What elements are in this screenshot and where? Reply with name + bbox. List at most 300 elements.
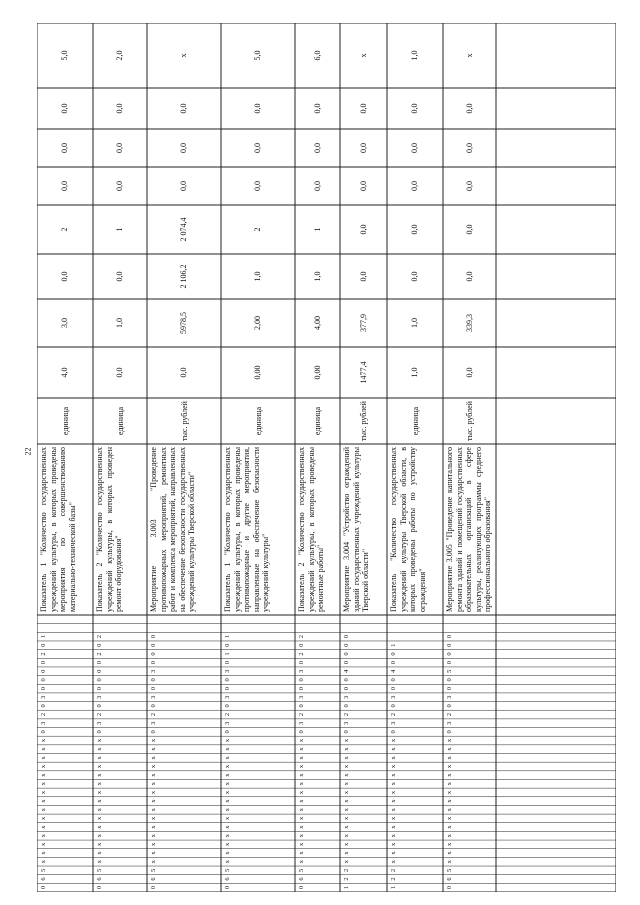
value-cell: 1,0 <box>115 318 125 328</box>
code-digit: 3 <box>150 695 158 699</box>
code-digit: 0 <box>390 652 398 656</box>
code-digit: 0 <box>224 660 232 665</box>
value-cell: 0,0 <box>179 143 189 153</box>
code-digit: 2 <box>446 712 454 717</box>
value-cell: 2 <box>253 227 263 232</box>
code-digit: x <box>40 756 48 760</box>
code-digit: 0 <box>224 730 232 734</box>
code-digit: x <box>390 834 398 838</box>
code-digit: x <box>446 764 454 769</box>
value-cell: 1,0 <box>410 367 420 378</box>
code-digit <box>295 615 309 624</box>
code-digit: 0 <box>96 678 104 682</box>
unit-cell: единица <box>253 406 263 436</box>
code-digit: 0 <box>224 886 232 890</box>
code-digit: 2 <box>150 712 158 717</box>
code-digit: x <box>96 816 104 821</box>
code-digit: 0 <box>150 660 158 665</box>
code-digit: x <box>390 799 398 803</box>
code-digit: x <box>150 860 158 864</box>
code-digit: 1 <box>390 886 398 890</box>
value-cell: 5,0 <box>253 50 263 61</box>
code-digit: 0 <box>40 730 48 734</box>
value-cell: 2,0 <box>115 50 125 61</box>
code-digit: 0 <box>343 678 351 682</box>
code-digit: 5 <box>96 868 104 872</box>
code-digit: x <box>96 842 104 847</box>
code-digit: 0 <box>40 643 48 647</box>
code-digit <box>443 615 457 624</box>
code-digit: x <box>343 782 351 786</box>
value-cell: 0,0 <box>253 181 263 191</box>
code-digit: x <box>150 747 158 751</box>
code-digit: x <box>343 816 351 821</box>
value-cell: 0,00 <box>312 365 322 380</box>
value-cell: 0,0 <box>115 181 125 191</box>
code-digit: x <box>150 756 158 760</box>
code-digit: x <box>390 842 398 847</box>
code-digit: 1 <box>390 643 398 647</box>
code-digit: x <box>150 825 158 829</box>
value-cell: 0,0 <box>410 224 420 235</box>
value-cell: 0,0 <box>115 103 125 114</box>
code-digit: 0 <box>446 730 454 734</box>
value-cell: 0,0 <box>312 181 322 191</box>
code-digit: 0 <box>40 669 48 673</box>
code-digit: x <box>343 747 351 751</box>
code-digit: x <box>446 825 454 829</box>
code-digit: 1 <box>343 886 351 890</box>
code-digit <box>443 624 457 633</box>
code-digit: x <box>224 851 232 855</box>
code-digit: x <box>150 773 158 777</box>
code-digit <box>221 615 235 624</box>
code-digit: 6 <box>150 877 158 881</box>
code-digit: x <box>224 842 232 847</box>
row-description: Мероприятие 3.005 "Проведение капитального ремонта зданий и помещений государственных образовательных организаций в сфере культуры, реализующих программы среднего профессионального образования" <box>445 447 492 612</box>
code-digit: x <box>298 782 306 786</box>
value-cell: 0,0 <box>60 143 70 153</box>
code-digit: x <box>224 825 232 829</box>
code-digit: x <box>446 773 454 777</box>
code-digit: 3 <box>224 669 232 673</box>
code-digit: 0 <box>343 643 351 647</box>
value-cell: 0,0 <box>115 143 125 153</box>
code-digit: 2 <box>390 868 398 872</box>
code-digit: x <box>446 808 454 812</box>
code-digit: x <box>150 851 158 855</box>
code-digit: x <box>343 842 351 847</box>
row-description: Показатель 2 "Количество государственных учреждений культуры, в которых проведен ремонт оборудования" <box>95 447 123 612</box>
code-digit: x <box>150 799 158 803</box>
code-digit: x <box>446 738 454 743</box>
code-digit: 3 <box>224 721 232 725</box>
value-cell: 3,0 <box>60 318 70 328</box>
code-digit: 0 <box>298 886 306 890</box>
code-digit: x <box>390 764 398 769</box>
value-cell: 0,0 <box>410 181 420 191</box>
code-digit: x <box>446 851 454 855</box>
unit-cell: тыс. рублей <box>465 401 474 441</box>
code-digit <box>93 615 107 624</box>
code-digit: 3 <box>96 695 104 699</box>
code-digit: x <box>298 773 306 777</box>
value-cell: 0,0 <box>358 143 368 153</box>
code-digit: x <box>390 782 398 786</box>
unit-cell: единица <box>115 406 125 436</box>
code-digit: 0 <box>446 660 454 665</box>
code-digit: 3 <box>150 669 158 673</box>
code-digit: x <box>298 799 306 803</box>
code-digit: 0 <box>96 643 104 647</box>
table-rows <box>37 23 616 892</box>
code-digit: 3 <box>446 721 454 725</box>
code-digit: x <box>150 816 158 821</box>
code-digit: 0 <box>343 686 351 691</box>
code-digit: 0 <box>343 730 351 734</box>
code-digit: x <box>343 834 351 838</box>
code-digit: 2 <box>343 877 351 881</box>
code-digit: 0 <box>40 704 48 708</box>
code-digit: x <box>390 816 398 821</box>
code-digit: x <box>40 773 48 777</box>
code-digit: 0 <box>446 678 454 682</box>
code-digit <box>387 624 401 633</box>
code-digit: 2 <box>298 712 306 717</box>
value-cell: 0,0 <box>464 103 474 114</box>
code-digit: 0 <box>96 704 104 708</box>
code-digit: 3 <box>343 695 351 699</box>
value-cell: 4,0 <box>60 367 70 378</box>
code-digit: x <box>298 756 306 760</box>
code-digit: x <box>150 764 158 769</box>
row-description: Мероприятие 3.003 "Проведение противопожарных мероприятий, ремонтных работ и комплекса мероприятий, направленных на обеспечение безопасности государственных учреждений культуры Тверской области" <box>149 447 196 612</box>
code-digit: x <box>298 851 306 855</box>
code-digit: x <box>343 764 351 769</box>
code-digit: 2 <box>390 877 398 881</box>
code-digit: 3 <box>40 721 48 725</box>
value-cell: 1,0 <box>312 271 322 282</box>
code-digit: x <box>96 808 104 812</box>
value-cell: 0,0 <box>358 224 368 235</box>
code-digit: x <box>390 860 398 864</box>
code-digit <box>387 615 401 624</box>
code-digit: 2 <box>96 652 104 656</box>
code-digit: 4 <box>343 669 351 673</box>
code-digit: x <box>40 825 48 829</box>
code-digit: x <box>390 808 398 812</box>
code-digit: 0 <box>390 660 398 665</box>
code-digit: x <box>446 799 454 803</box>
unit-cell: единица <box>410 406 420 436</box>
value-cell: 4,00 <box>312 316 322 330</box>
code-digit: 3 <box>298 669 306 673</box>
code-digit: 0 <box>446 635 454 639</box>
code-digit: x <box>390 851 398 855</box>
code-digit: x <box>343 808 351 812</box>
code-digit: x <box>224 747 232 751</box>
code-digit: x <box>446 782 454 786</box>
code-digit: 4 <box>390 669 398 673</box>
code-digit: x <box>40 860 48 864</box>
code-digit: x <box>390 773 398 777</box>
code-digit: 0 <box>40 678 48 682</box>
value-cell: 377,9 <box>358 314 368 332</box>
code-digit: x <box>96 851 104 855</box>
code-digit: x <box>343 756 351 760</box>
value-cell: 5,0 <box>60 50 70 61</box>
code-digit: x <box>40 842 48 847</box>
code-digit: 0 <box>446 886 454 890</box>
code-digit: 3 <box>224 695 232 699</box>
code-digit: x <box>150 808 158 812</box>
code-digit: 2 <box>96 635 104 639</box>
code-digit: x <box>224 764 232 769</box>
code-digit: x <box>224 799 232 803</box>
code-digit: x <box>343 799 351 803</box>
code-digit: x <box>298 834 306 838</box>
code-digit: 2 <box>298 652 306 656</box>
code-digit: 0 <box>343 660 351 665</box>
code-digit: 5 <box>224 868 232 872</box>
value-cell: 0,0 <box>358 271 368 282</box>
code-digit: x <box>96 782 104 786</box>
code-digit: 0 <box>224 686 232 691</box>
code-digit: 3 <box>390 695 398 699</box>
code-digit <box>387 632 401 641</box>
value-cell: 0,0 <box>179 367 189 378</box>
code-digit: 0 <box>150 652 158 656</box>
value-cell: 1,0 <box>410 318 420 328</box>
code-digit: 0 <box>224 704 232 708</box>
code-digit: 6 <box>40 877 48 881</box>
code-digit: x <box>298 842 306 847</box>
code-digit: 0 <box>96 686 104 691</box>
code-digit: x <box>224 790 232 795</box>
code-digit: 0 <box>224 643 232 647</box>
code-digit: 0 <box>150 643 158 647</box>
code-digit: 5 <box>40 868 48 872</box>
code-digit: x <box>40 834 48 838</box>
code-digit <box>93 624 107 633</box>
code-digit: x <box>343 851 351 855</box>
value-cell: 0,00 <box>253 365 263 380</box>
code-digit: 0 <box>390 678 398 682</box>
code-digit: 2 <box>390 712 398 717</box>
code-digit: x <box>298 816 306 821</box>
code-digit: 0 <box>150 886 158 890</box>
code-digit: x <box>96 738 104 743</box>
code-digit: x <box>40 799 48 803</box>
code-digit: x <box>96 860 104 864</box>
code-digit: 0 <box>150 635 158 639</box>
code-digit: 2 <box>298 635 306 639</box>
code-digit <box>147 624 161 633</box>
value-cell: 0,0 <box>312 143 322 153</box>
code-digit: x <box>150 842 158 847</box>
code-digit: 0 <box>96 669 104 673</box>
code-digit: 0 <box>343 635 351 639</box>
code-digit: x <box>224 808 232 812</box>
value-cell: 2,00 <box>253 316 263 330</box>
code-digit: 3 <box>390 721 398 725</box>
unit-cell: единица <box>60 406 70 436</box>
code-digit: 3 <box>446 695 454 699</box>
code-digit: x <box>390 747 398 751</box>
code-digit: x <box>343 860 351 864</box>
code-digit: 0 <box>343 652 351 656</box>
code-digit: x <box>446 860 454 864</box>
value-cell: x <box>464 53 474 58</box>
value-cell: 1477,4 <box>358 361 368 384</box>
code-digit: x <box>446 816 454 821</box>
code-digit: x <box>224 834 232 838</box>
code-digit: x <box>40 790 48 795</box>
code-digit: 0 <box>40 886 48 890</box>
code-digit <box>340 615 354 624</box>
value-cell: 0,0 <box>358 103 368 114</box>
code-digit: 0 <box>298 660 306 665</box>
code-digit: 1 <box>224 635 232 639</box>
code-digit: 0 <box>298 643 306 647</box>
code-digit: x <box>96 773 104 777</box>
code-digit: x <box>298 764 306 769</box>
code-digit: x <box>298 808 306 812</box>
code-digit: x <box>40 808 48 812</box>
value-cell: 1 <box>115 227 125 232</box>
code-digit: x <box>150 834 158 838</box>
code-digit: x <box>150 738 158 743</box>
code-digit: 5 <box>446 669 454 673</box>
value-cell: 2 074,4 <box>179 217 189 242</box>
value-cell: x <box>358 53 368 58</box>
code-digit: 0 <box>298 730 306 734</box>
row-description: Показатель 1 "Количество государственных учреждений культуры, в которых проведены мероприятия по совершенствованию материально-технической базы" <box>39 447 77 612</box>
code-digit <box>340 624 354 633</box>
code-digit: x <box>96 764 104 769</box>
value-cell: 0,0 <box>253 143 263 153</box>
code-digit: 0 <box>446 643 454 647</box>
code-digit: 0 <box>446 704 454 708</box>
code-digit: x <box>298 860 306 864</box>
unit-cell: тыс. рублей <box>179 401 189 441</box>
code-digit <box>147 615 161 624</box>
value-cell: 0,0 <box>115 367 125 378</box>
program-table <box>37 23 616 892</box>
code-digit: 5 <box>298 868 306 872</box>
value-cell: 0,0 <box>410 143 420 153</box>
value-cell: 1,0 <box>410 50 420 61</box>
code-digit: x <box>224 756 232 760</box>
value-cell: 0,0 <box>410 103 420 114</box>
code-digit: x <box>298 738 306 743</box>
code-digit: 3 <box>96 721 104 725</box>
value-cell: 1,0 <box>253 271 263 282</box>
code-digit: 6 <box>446 877 454 881</box>
code-digit: x <box>390 738 398 743</box>
code-digit: x <box>390 825 398 829</box>
value-cell: 339,3 <box>464 314 474 332</box>
code-digit: 1 <box>40 635 48 639</box>
code-digit: x <box>343 738 351 743</box>
code-digit: x <box>446 756 454 760</box>
code-digit: 2 <box>224 712 232 717</box>
code-digit: 0 <box>150 678 158 682</box>
code-digit: 0 <box>40 660 48 665</box>
code-digit: 3 <box>40 695 48 699</box>
code-digit: 0 <box>446 686 454 691</box>
code-digit: 2 <box>40 712 48 717</box>
code-digit: 0 <box>150 686 158 691</box>
value-cell: 0,0 <box>253 103 263 114</box>
code-digit: x <box>96 747 104 751</box>
code-digit: x <box>40 738 48 743</box>
code-digit: 0 <box>96 886 104 890</box>
code-digit: x <box>224 860 232 864</box>
code-digit: 0 <box>298 704 306 708</box>
value-cell: 0,0 <box>60 271 70 282</box>
code-digit: x <box>446 747 454 751</box>
code-digit: x <box>150 790 158 795</box>
code-digit: x <box>224 738 232 743</box>
code-digit: 0 <box>96 730 104 734</box>
code-digit: 0 <box>390 704 398 708</box>
code-digit: x <box>224 816 232 821</box>
code-digit: 3 <box>298 695 306 699</box>
code-digit: x <box>446 790 454 795</box>
code-digit: 0 <box>343 704 351 708</box>
value-cell: 0,0 <box>312 103 322 114</box>
code-digit: x <box>343 773 351 777</box>
code-digit: x <box>40 816 48 821</box>
value-cell: 0,0 <box>179 181 189 191</box>
row-description: Мероприятие 3.004 "Устройство ограждений зданий государственных учреждений культуры Тверской области" <box>342 447 370 612</box>
value-cell: 0,0 <box>464 271 474 282</box>
row-description: Показатель 1 "Количество государственных учреждений культуры, в которых проведены противопожарные и другие мероприятия, направленные на обеспечение безопасности учреждений культуры" <box>223 447 270 612</box>
code-digit <box>37 615 51 624</box>
code-digit: 6 <box>298 877 306 881</box>
code-digit: x <box>40 851 48 855</box>
code-digit: 0 <box>96 660 104 665</box>
code-digit: 2 <box>96 712 104 717</box>
code-digit: x <box>96 756 104 760</box>
code-digit: 0 <box>150 730 158 734</box>
code-digit: x <box>446 834 454 838</box>
row-description: Показатель "Количество государственных учреждений культуры Тверской области, в которых проведены работы по устройству ограждения" <box>389 447 427 612</box>
code-digit: x <box>150 782 158 786</box>
code-digit: 3 <box>298 721 306 725</box>
code-digit: x <box>298 825 306 829</box>
code-digit: x <box>446 842 454 847</box>
code-digit: x <box>40 764 48 769</box>
code-digit: 1 <box>224 652 232 656</box>
code-digit: x <box>343 790 351 795</box>
value-cell: 6,0 <box>312 50 322 61</box>
code-digit: x <box>224 773 232 777</box>
code-digit: x <box>96 834 104 838</box>
code-digit: x <box>40 747 48 751</box>
code-digit: 5 <box>150 868 158 872</box>
code-digit: 0 <box>298 678 306 682</box>
unit-cell: единица <box>313 406 322 436</box>
code-digit: 0 <box>150 704 158 708</box>
code-digit: x <box>298 790 306 795</box>
value-cell: 0,0 <box>410 271 420 282</box>
code-digit: 3 <box>150 721 158 725</box>
value-cell: 2 <box>60 227 70 232</box>
code-digit: 0 <box>224 678 232 682</box>
code-digit: 6 <box>224 877 232 881</box>
